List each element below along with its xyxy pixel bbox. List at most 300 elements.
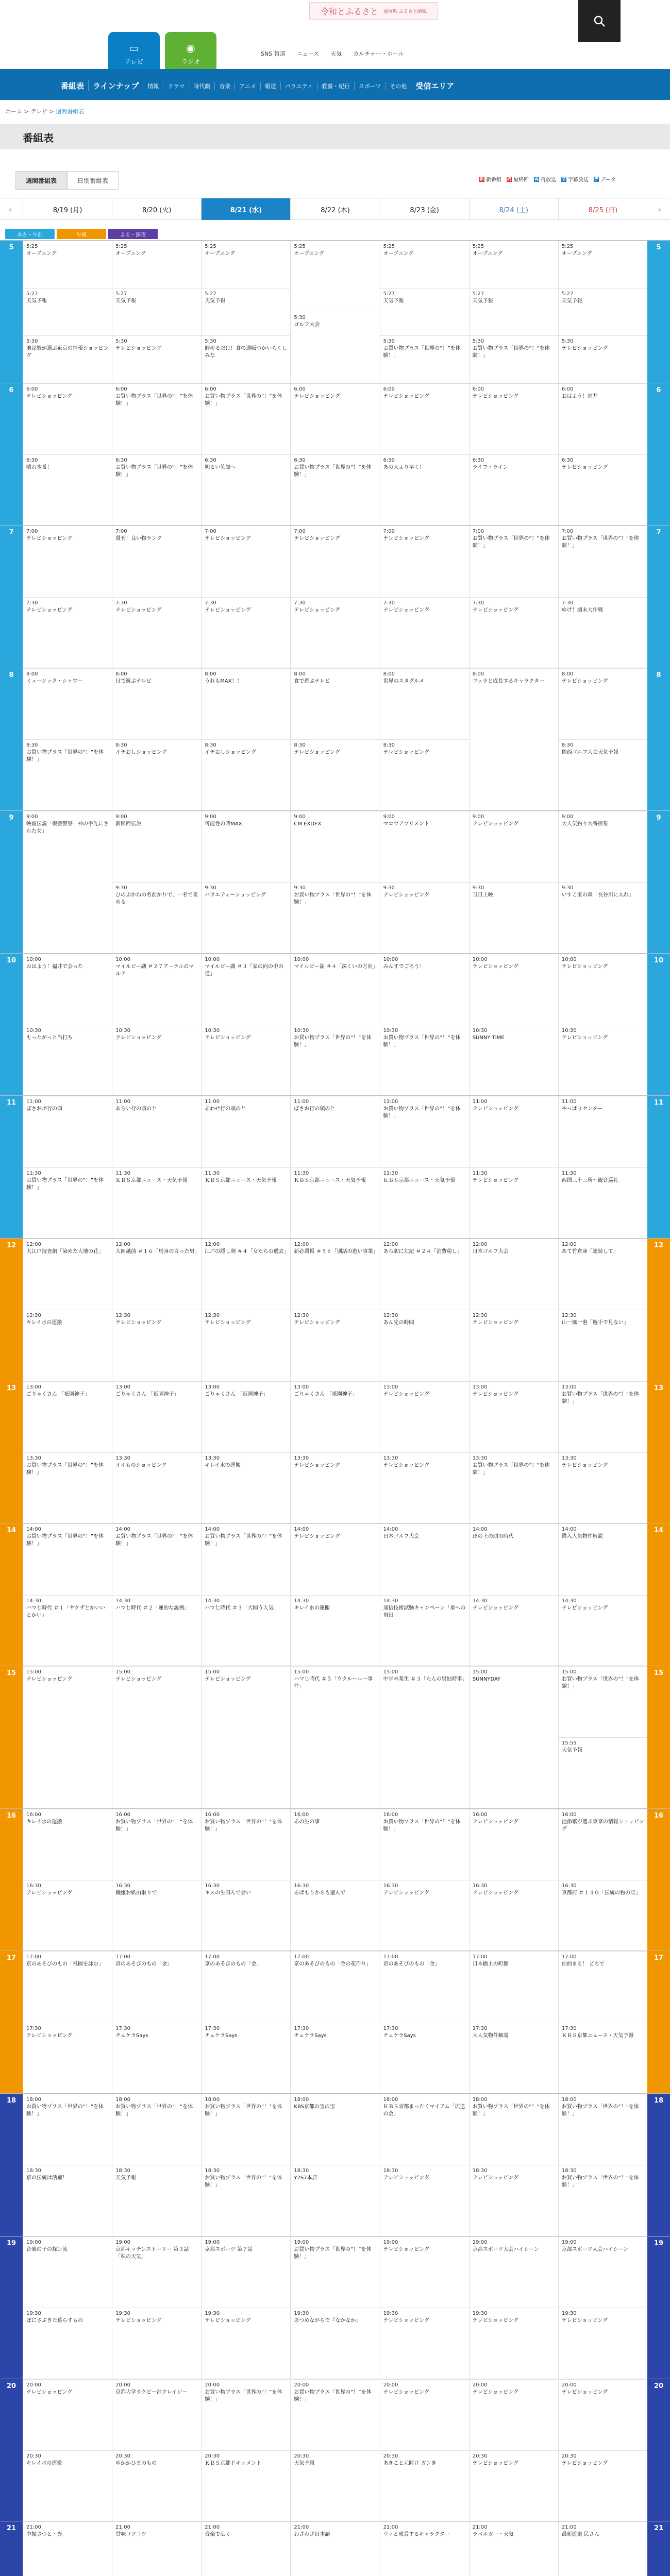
program-cell[interactable] xyxy=(112,1310,201,1381)
program-cell[interactable] xyxy=(23,1880,112,1951)
program-cell[interactable] xyxy=(380,2236,469,2308)
day-column xyxy=(558,1951,647,2093)
program-cell[interactable] xyxy=(23,2521,112,2576)
tab-daily[interactable]: 日別番組表 xyxy=(67,171,119,190)
program-cell[interactable] xyxy=(23,668,112,739)
program-cell[interactable] xyxy=(23,1096,112,1167)
program-cell[interactable] xyxy=(202,1239,290,1310)
program-time: 15:00 xyxy=(115,1669,130,1675)
program-cell[interactable] xyxy=(559,1167,647,1239)
program-cell[interactable] xyxy=(202,454,290,526)
program-cell[interactable] xyxy=(470,526,558,597)
time-band-button[interactable]: よる・深夜 xyxy=(108,229,158,239)
program-cell[interactable] xyxy=(202,288,290,335)
program-cell[interactable] xyxy=(23,2308,112,2379)
program-cell[interactable] xyxy=(470,2379,558,2450)
program-cell[interactable] xyxy=(23,1025,112,1096)
program-cell[interactable] xyxy=(470,1809,558,1880)
nav-item-5[interactable]: 音楽 xyxy=(214,82,234,90)
program-cell[interactable] xyxy=(112,1595,201,1666)
top-link-culture[interactable]: カルチャー・ホール xyxy=(353,50,404,57)
program-cell[interactable] xyxy=(291,882,379,953)
program-cell[interactable] xyxy=(380,241,469,288)
program-cell[interactable] xyxy=(470,1523,558,1595)
program-cell[interactable] xyxy=(291,2379,379,2450)
program-cell[interactable] xyxy=(202,1951,290,2022)
program-cell[interactable] xyxy=(112,739,201,810)
program-cell[interactable] xyxy=(380,1239,469,1310)
program-cell[interactable] xyxy=(291,668,379,739)
program-time: 18:00 xyxy=(205,2097,220,2103)
program-cell[interactable] xyxy=(23,1666,112,1809)
program-cell[interactable] xyxy=(380,2094,469,2165)
breadcrumb-home[interactable]: ホーム xyxy=(5,108,22,115)
program-cell[interactable] xyxy=(202,1595,290,1666)
program-cell[interactable] xyxy=(559,2379,647,2450)
nav-item-7[interactable]: 報道 xyxy=(260,82,280,90)
program-cell[interactable] xyxy=(559,668,647,739)
nav-item-2[interactable]: 情報 xyxy=(143,82,163,90)
program-cell[interactable] xyxy=(470,241,558,288)
program-cell[interactable] xyxy=(291,2308,379,2379)
program-cell[interactable] xyxy=(23,383,112,454)
program-cell[interactable] xyxy=(470,1595,558,1666)
program-cell[interactable] xyxy=(291,1025,379,1096)
day-column xyxy=(112,2236,201,2379)
time-band-button[interactable]: あさ・午前 xyxy=(5,229,55,239)
program-cell[interactable] xyxy=(23,1381,112,1452)
program-cell[interactable] xyxy=(112,383,201,454)
program-cell[interactable] xyxy=(380,1809,469,1880)
next-week-button[interactable] xyxy=(649,198,670,220)
program-cell[interactable] xyxy=(380,668,469,739)
program-cell[interactable] xyxy=(112,811,201,882)
date-tab[interactable]: 8/23 (金) xyxy=(380,198,469,220)
program-cell[interactable] xyxy=(291,811,379,882)
program-cell[interactable] xyxy=(380,739,469,810)
program-cell[interactable] xyxy=(23,811,112,954)
program-cell[interactable] xyxy=(559,1452,647,1523)
program-cell[interactable] xyxy=(202,2379,290,2450)
program-cell[interactable] xyxy=(112,1025,201,1096)
program-cell[interactable] xyxy=(291,526,379,597)
day-column xyxy=(201,1666,290,1808)
program-time: 11:00 xyxy=(383,1099,398,1105)
program-cell[interactable] xyxy=(291,312,379,383)
date-tab[interactable]: 8/25 (日) xyxy=(558,198,647,220)
program-cell[interactable] xyxy=(291,1666,379,1809)
program-cell[interactable] xyxy=(112,2094,201,2165)
program-cell[interactable] xyxy=(112,2379,201,2450)
program-cell[interactable] xyxy=(380,1666,469,1809)
program-cell[interactable] xyxy=(202,526,290,597)
program-cell[interactable] xyxy=(470,882,558,953)
program-cell[interactable] xyxy=(470,1025,558,1096)
program-cell[interactable] xyxy=(380,2308,469,2379)
nav-item-1[interactable]: ラインナップ xyxy=(88,80,143,91)
program-cell[interactable] xyxy=(380,2521,469,2576)
program-cell[interactable] xyxy=(112,1523,201,1595)
program-time: 10:00 xyxy=(205,956,220,962)
program-cell[interactable] xyxy=(112,1880,201,1951)
program-cell[interactable] xyxy=(23,2023,112,2094)
program-cell[interactable] xyxy=(112,1452,201,1523)
program-cell[interactable] xyxy=(559,811,647,882)
program-title: ぼさお行の頭のと xyxy=(294,1106,336,1112)
program-cell[interactable] xyxy=(380,1025,469,1096)
program-cell[interactable] xyxy=(23,2165,112,2236)
time-band-button[interactable]: 午後 xyxy=(57,229,106,239)
program-cell[interactable] xyxy=(202,1880,290,1951)
program-cell[interactable] xyxy=(202,241,290,288)
top-link-sns[interactable]: SNS 報道 xyxy=(261,50,286,57)
program-cell[interactable] xyxy=(559,2308,647,2379)
program-cell[interactable] xyxy=(559,739,647,810)
program-cell[interactable] xyxy=(202,2521,290,2576)
program-cell[interactable] xyxy=(202,597,290,668)
program-cell[interactable] xyxy=(380,954,469,1025)
program-cell[interactable] xyxy=(559,1096,647,1167)
program-cell[interactable] xyxy=(112,668,201,739)
program-cell[interactable] xyxy=(202,2165,290,2236)
program-cell[interactable] xyxy=(202,1096,290,1167)
program-cell[interactable] xyxy=(202,668,290,739)
top-link-news[interactable]: ニュース xyxy=(296,50,320,57)
program-title: テレビショッピング xyxy=(205,1676,251,1682)
program-cell[interactable] xyxy=(559,241,647,288)
program-cell[interactable] xyxy=(23,1239,112,1310)
program-cell[interactable] xyxy=(380,2379,469,2450)
program-cell[interactable] xyxy=(23,454,112,526)
program-cell[interactable] xyxy=(559,454,647,526)
program-cell[interactable] xyxy=(470,1167,558,1239)
nav-item-0[interactable]: 番組表 xyxy=(61,81,85,91)
program-cell[interactable] xyxy=(380,1951,469,2022)
program-cell[interactable] xyxy=(23,954,112,1025)
program-cell[interactable] xyxy=(202,882,290,953)
program-cell[interactable] xyxy=(380,1595,469,1666)
program-cell[interactable] xyxy=(202,954,290,1025)
program-cell[interactable] xyxy=(470,2023,558,2094)
program-cell[interactable] xyxy=(291,2450,379,2521)
program-title: 京都スポーツ 第７話 xyxy=(205,2246,253,2252)
program-cell[interactable] xyxy=(112,1381,201,1452)
program-cell[interactable] xyxy=(112,454,201,526)
top-link-weather[interactable]: 天気 xyxy=(330,50,342,57)
program-cell[interactable] xyxy=(470,1666,558,1809)
date-tab[interactable]: 8/24 (土) xyxy=(469,198,558,220)
program-cell[interactable] xyxy=(202,1666,290,1809)
program-title: 池添繁が選ぶ東京の情報ショッピング xyxy=(26,346,109,359)
program-cell[interactable] xyxy=(202,1809,290,1880)
program-cell[interactable] xyxy=(559,1951,647,2022)
program-cell[interactable] xyxy=(291,383,379,454)
date-tab[interactable]: 8/19 (月) xyxy=(23,198,112,220)
program-cell[interactable] xyxy=(112,2308,201,2379)
program-cell[interactable] xyxy=(380,1880,469,1951)
program-cell[interactable] xyxy=(291,1310,379,1381)
tab-radio[interactable] xyxy=(165,32,216,69)
program-cell[interactable] xyxy=(470,597,558,668)
program-cell[interactable] xyxy=(112,241,201,288)
program-cell[interactable] xyxy=(291,2094,379,2165)
program-cell[interactable] xyxy=(559,335,647,383)
program-cell[interactable] xyxy=(470,1310,558,1381)
program-cell[interactable] xyxy=(380,1452,469,1523)
program-time: 8:30 xyxy=(115,742,127,749)
program-cell[interactable] xyxy=(380,597,469,668)
program-cell[interactable] xyxy=(559,597,647,668)
program-cell[interactable] xyxy=(112,2236,201,2308)
program-cell[interactable] xyxy=(112,1809,201,1880)
program-time: 7:00 xyxy=(561,529,574,535)
program-title: テレビショッピング xyxy=(383,1462,429,1468)
program-cell[interactable] xyxy=(202,739,290,810)
nav-item-4[interactable]: 時代劇 xyxy=(189,82,214,90)
program-cell[interactable] xyxy=(380,526,469,597)
program-cell[interactable] xyxy=(202,335,290,383)
program-cell[interactable] xyxy=(23,1809,112,1880)
program-title: テレビショッピング xyxy=(383,750,429,756)
hour-label: 7 xyxy=(0,526,23,668)
program-cell[interactable] xyxy=(112,954,201,1025)
program-cell[interactable] xyxy=(380,1381,469,1452)
program-cell[interactable] xyxy=(202,2236,290,2308)
program-cell[interactable] xyxy=(202,1310,290,1381)
program-title: テレビショッピング xyxy=(472,2389,519,2395)
program-cell[interactable] xyxy=(559,1310,647,1381)
program-cell[interactable] xyxy=(380,2450,469,2521)
program-title: テレビショッピング xyxy=(115,1676,162,1682)
program-title: 大江戸捜査網「染めた大地の花」 xyxy=(26,1248,104,1255)
program-cell[interactable] xyxy=(202,1381,290,1452)
day-column xyxy=(469,1239,558,1381)
program-cell[interactable] xyxy=(559,383,647,454)
program-cell[interactable] xyxy=(559,2023,647,2094)
program-cell[interactable] xyxy=(380,1310,469,1381)
program-cell[interactable] xyxy=(559,954,647,1025)
program-title: オープニング xyxy=(205,251,236,257)
program-cell[interactable] xyxy=(202,1167,290,1239)
program-cell[interactable] xyxy=(202,811,290,882)
program-cell[interactable] xyxy=(291,1951,379,2022)
program-cell[interactable] xyxy=(291,1880,379,1951)
program-cell[interactable] xyxy=(470,1381,558,1452)
tab-tv[interactable] xyxy=(108,32,160,69)
program-cell[interactable] xyxy=(470,1880,558,1951)
program-cell[interactable] xyxy=(380,454,469,526)
program-cell[interactable] xyxy=(470,2308,558,2379)
program-cell[interactable] xyxy=(559,882,647,953)
date-tab[interactable]: 8/22 (木) xyxy=(290,198,379,220)
program-cell[interactable] xyxy=(559,1595,647,1666)
program-title: ＫＢＳ京都ニュース・天気予報 xyxy=(561,2032,634,2039)
program-cell[interactable] xyxy=(291,1239,379,1310)
program-cell[interactable] xyxy=(112,335,201,383)
program-cell[interactable] xyxy=(23,2094,112,2165)
program-cell[interactable] xyxy=(470,1951,558,2022)
program-cell[interactable] xyxy=(470,2236,558,2308)
program-time: 5:25 xyxy=(561,244,574,249)
program-cell[interactable] xyxy=(291,1381,379,1452)
program-cell[interactable] xyxy=(470,454,558,526)
program-cell[interactable] xyxy=(380,882,469,953)
program-time: 19:00 xyxy=(561,2239,577,2245)
program-cell[interactable] xyxy=(380,1096,469,1167)
program-cell[interactable] xyxy=(380,811,469,882)
hour-label: 5 xyxy=(647,241,670,383)
program-cell[interactable] xyxy=(202,2308,290,2379)
program-cell[interactable] xyxy=(112,526,201,597)
program-cell[interactable] xyxy=(291,1523,379,1595)
program-title: ハマじ時代 ＃１「ヤクザとかいいとかい」 xyxy=(26,1605,106,1618)
program-title: お買い物プラス「世界の”！”を体験！」 xyxy=(472,536,550,549)
program-cell[interactable] xyxy=(23,1452,112,1523)
program-cell[interactable] xyxy=(112,1167,201,1239)
nav-item-6[interactable]: アニメ xyxy=(234,82,260,90)
breadcrumb-tv[interactable]: テレビ xyxy=(30,108,47,115)
program-cell[interactable] xyxy=(202,2450,290,2521)
program-cell[interactable] xyxy=(202,1025,290,1096)
nav-item-10[interactable]: スポーツ xyxy=(354,82,386,90)
program-cell[interactable] xyxy=(559,2165,647,2236)
program-cell[interactable] xyxy=(291,241,379,312)
program-cell[interactable] xyxy=(470,383,558,454)
program-cell[interactable] xyxy=(291,1167,379,1239)
program-cell[interactable] xyxy=(291,739,379,810)
program-cell[interactable] xyxy=(559,1666,647,1737)
program-cell[interactable] xyxy=(380,2165,469,2236)
program-cell[interactable] xyxy=(380,383,469,454)
program-cell[interactable] xyxy=(470,954,558,1025)
date-tab[interactable]: 8/21 (水) xyxy=(201,198,290,220)
furusato-banner[interactable] xyxy=(309,2,438,20)
program-cell[interactable] xyxy=(23,241,112,288)
program-cell[interactable] xyxy=(470,335,558,383)
program-cell[interactable] xyxy=(112,2023,201,2094)
program-cell[interactable] xyxy=(291,954,379,1025)
program-cell[interactable] xyxy=(559,1737,647,1808)
program-cell[interactable] xyxy=(470,811,558,882)
program-title: ごりゃくさん 「祇園神子」 xyxy=(294,1391,358,1397)
program-cell[interactable] xyxy=(559,2236,647,2308)
program-cell[interactable] xyxy=(202,2023,290,2094)
program-cell[interactable] xyxy=(291,597,379,668)
program-cell[interactable] xyxy=(291,454,379,526)
program-cell[interactable] xyxy=(291,1595,379,1666)
program-cell[interactable] xyxy=(559,288,647,335)
program-cell[interactable] xyxy=(470,2094,558,2165)
nav-item-3[interactable]: ドラマ xyxy=(163,82,189,90)
program-cell[interactable] xyxy=(470,1096,558,1167)
program-cell[interactable] xyxy=(380,288,469,335)
program-cell[interactable] xyxy=(380,2023,469,2094)
nav-item-8[interactable]: バラエティ xyxy=(280,82,317,90)
program-time: 20:30 xyxy=(294,2453,309,2459)
program-cell[interactable] xyxy=(23,1523,112,1595)
program-cell[interactable] xyxy=(559,1239,647,1310)
program-cell[interactable] xyxy=(202,2094,290,2165)
program-grid xyxy=(0,240,670,2576)
program-cell[interactable] xyxy=(23,2379,112,2450)
program-cell[interactable] xyxy=(23,526,112,597)
program-cell[interactable] xyxy=(291,1096,379,1167)
program-cell[interactable] xyxy=(380,1523,469,1595)
hour-label: 15 xyxy=(0,1666,23,1809)
program-cell[interactable] xyxy=(470,2165,558,2236)
program-cell[interactable] xyxy=(112,1239,201,1310)
legend-item xyxy=(507,175,529,183)
day-column xyxy=(380,2094,469,2236)
program-cell[interactable] xyxy=(23,1167,112,1239)
program-cell[interactable] xyxy=(559,2450,647,2521)
tab-weekly[interactable]: 週間番組表 xyxy=(15,171,67,190)
program-cell[interactable] xyxy=(470,288,558,335)
program-cell[interactable] xyxy=(559,1809,647,1880)
program-cell[interactable] xyxy=(23,2236,112,2308)
prev-week-button[interactable] xyxy=(0,198,21,220)
nav-item-12[interactable]: 受信エリア xyxy=(411,80,458,91)
program-cell[interactable] xyxy=(470,668,558,811)
nav-item-9[interactable]: 教養・紀行 xyxy=(317,82,354,90)
program-cell[interactable] xyxy=(559,1523,647,1595)
program-cell[interactable] xyxy=(559,1880,647,1951)
program-cell[interactable] xyxy=(291,1452,379,1523)
program-cell[interactable] xyxy=(559,1025,647,1096)
program-cell[interactable] xyxy=(112,1096,201,1167)
program-cell[interactable] xyxy=(470,2450,558,2521)
program-cell[interactable] xyxy=(559,2094,647,2165)
program-cell[interactable] xyxy=(112,1951,201,2022)
program-cell[interactable] xyxy=(380,1167,469,1239)
program-cell[interactable] xyxy=(559,1381,647,1452)
date-tab[interactable]: 8/20 (火) xyxy=(112,198,201,220)
program-cell[interactable] xyxy=(291,2023,379,2094)
day-column xyxy=(469,1809,558,1951)
program-cell[interactable] xyxy=(291,2165,379,2236)
program-cell[interactable] xyxy=(23,1310,112,1381)
program-cell[interactable] xyxy=(291,1809,379,1880)
program-cell[interactable] xyxy=(112,2521,201,2576)
program-cell[interactable] xyxy=(470,1452,558,1523)
program-cell[interactable] xyxy=(112,882,201,953)
nav-item-11[interactable]: その他 xyxy=(385,82,411,90)
program-cell[interactable] xyxy=(202,1452,290,1523)
program-cell[interactable] xyxy=(202,1523,290,1595)
program-cell[interactable] xyxy=(112,288,201,335)
program-cell[interactable] xyxy=(470,2521,558,2576)
program-cell[interactable] xyxy=(112,2165,201,2236)
program-cell[interactable] xyxy=(23,1595,112,1666)
program-cell[interactable] xyxy=(23,739,112,810)
program-cell[interactable] xyxy=(559,526,647,597)
program-cell[interactable] xyxy=(291,2521,379,2576)
program-cell[interactable] xyxy=(559,2521,647,2576)
program-cell[interactable] xyxy=(23,288,112,335)
program-cell[interactable] xyxy=(112,597,201,668)
program-cell[interactable] xyxy=(23,1951,112,2022)
program-cell[interactable] xyxy=(202,383,290,454)
program-cell[interactable] xyxy=(470,1239,558,1310)
program-cell[interactable] xyxy=(112,1666,201,1809)
program-cell[interactable] xyxy=(380,335,469,383)
program-cell[interactable] xyxy=(23,335,112,383)
program-cell[interactable] xyxy=(23,597,112,668)
program-cell[interactable] xyxy=(291,2236,379,2308)
program-cell[interactable] xyxy=(23,2450,112,2521)
program-cell[interactable] xyxy=(112,2450,201,2521)
search-button[interactable] xyxy=(578,0,621,42)
